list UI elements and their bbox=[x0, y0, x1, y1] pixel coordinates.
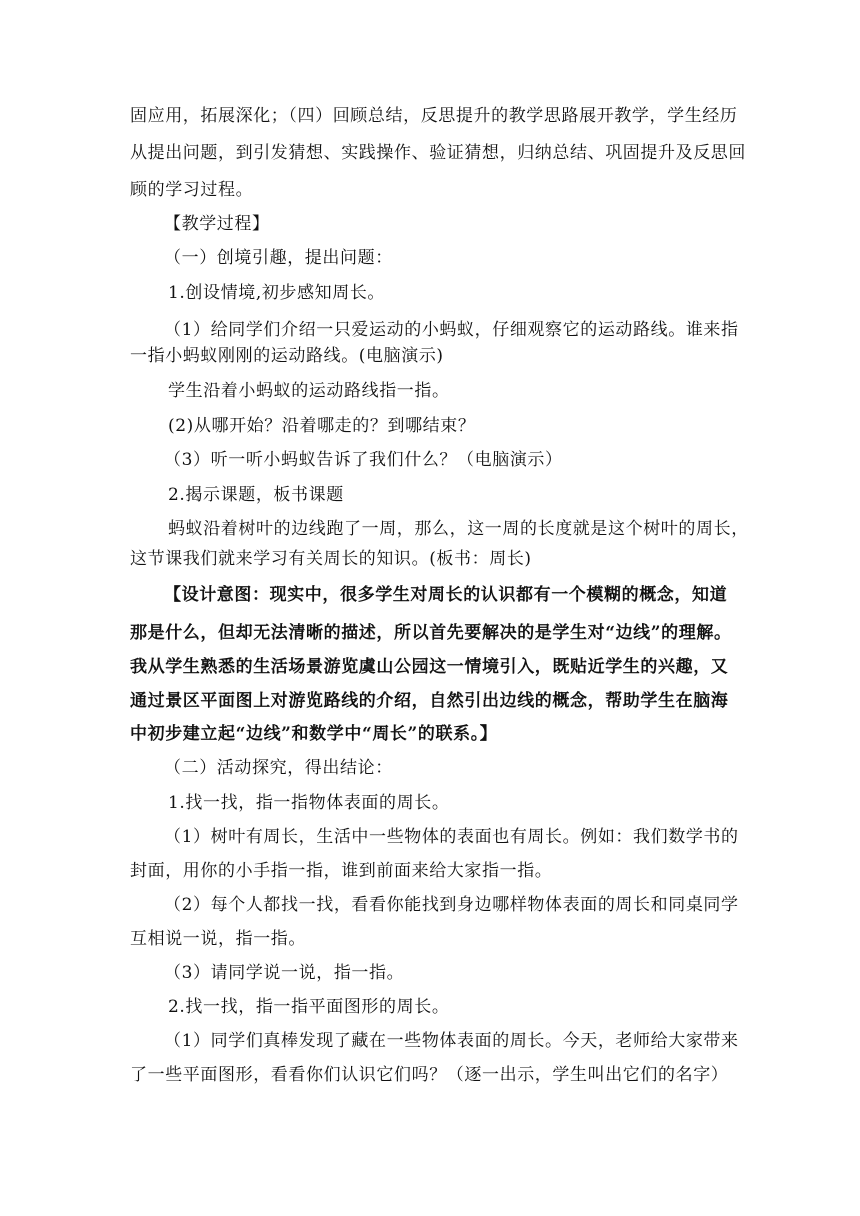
step-heading: 1.找一找，指一指物体表面的周长。 bbox=[168, 793, 450, 813]
paragraph-line: （3）听一听小蚂蚁告诉了我们什么？（电脑演示） bbox=[164, 450, 563, 470]
paragraph-line: 顾的学习过程。 bbox=[130, 180, 254, 200]
paragraph-line: （2）每个人都找一找，看看你能找到身边哪样物体表面的周长和同桌同学 bbox=[164, 895, 739, 915]
design-intent-line: 【设计意图：现实中，很多学生对周长的认识都有一个模糊的概念，知道 bbox=[164, 585, 728, 605]
paragraph-line: 从提出问题，到引发猜想、实践操作、验证猜想，归纳总结、巩固提升及反思回 bbox=[130, 143, 746, 163]
paragraph-line: 固应用，拓展深化；（四）回顾总结，反思提升的教学思路展开教学，学生经历 bbox=[130, 106, 738, 126]
subsection-heading: （一）创境引趣，提出问题： bbox=[164, 248, 393, 268]
paragraph-line: (2)从哪开始？沿着哪走的？到哪结束？ bbox=[168, 416, 476, 436]
paragraph-line: 了一些平面图形，看看你们认识它们吗？（逐一出示，学生叫出它们的名字） bbox=[130, 1065, 729, 1085]
paragraph-line: （1）给同学们介绍一只爱运动的小蚂蚁，仔细观察它的运动路线。谁来指 bbox=[164, 320, 739, 340]
step-heading: 2.揭示课题，板书课题 bbox=[168, 485, 344, 505]
step-heading: 1.创设情境,初步感知周长。 bbox=[168, 283, 386, 303]
design-intent-line: 中初步建立起“边线”和数学中“周长”的联系。】 bbox=[130, 724, 498, 744]
design-intent-line: 那是什么，但却无法清晰的描述，所以首先要解决的是学生对“边线”的理解。 bbox=[130, 623, 732, 643]
design-intent-line: 我从学生熟悉的生活场景游览虞山公园这一情境引入，既贴近学生的兴趣，又 bbox=[130, 657, 729, 677]
paragraph-line: 封面，用你的小手指一指，谁到前面来给大家指一指。 bbox=[130, 861, 553, 881]
section-heading: 【教学过程】 bbox=[164, 214, 270, 234]
step-heading: 2.找一找，指一指平面图形的周长。 bbox=[168, 997, 450, 1017]
paragraph-line: （1）树叶有周长，生活中一些物体的表面也有周长。例如：我们数学书的 bbox=[164, 827, 739, 847]
paragraph-line: 互相说一说，指一指。 bbox=[130, 929, 306, 949]
paragraph-line: 一指小蚂蚁刚刚的运动路线。(电脑演示) bbox=[130, 346, 444, 366]
paragraph-line: 蚂蚁沿着树叶的边线跑了一周，那么，这一周的长度就是这个树叶的周长， bbox=[168, 519, 749, 539]
paragraph-line: （3）请同学说一说，指一指。 bbox=[164, 963, 405, 983]
subsection-heading: （二）活动探究，得出结论： bbox=[164, 758, 393, 778]
paragraph-line: 学生沿着小蚂蚁的运动路线指一指。 bbox=[168, 381, 450, 401]
design-intent-line: 通过景区平面图上对游览路线的介绍，自然引出边线的概念，帮助学生在脑海 bbox=[130, 691, 729, 711]
paragraph-line: （1）同学们真棒发现了藏在一些物体表面的周长。今天，老师给大家带来 bbox=[164, 1031, 739, 1051]
paragraph-line: 这节课我们就来学习有关周长的知识。(板书：周长) bbox=[130, 549, 532, 569]
